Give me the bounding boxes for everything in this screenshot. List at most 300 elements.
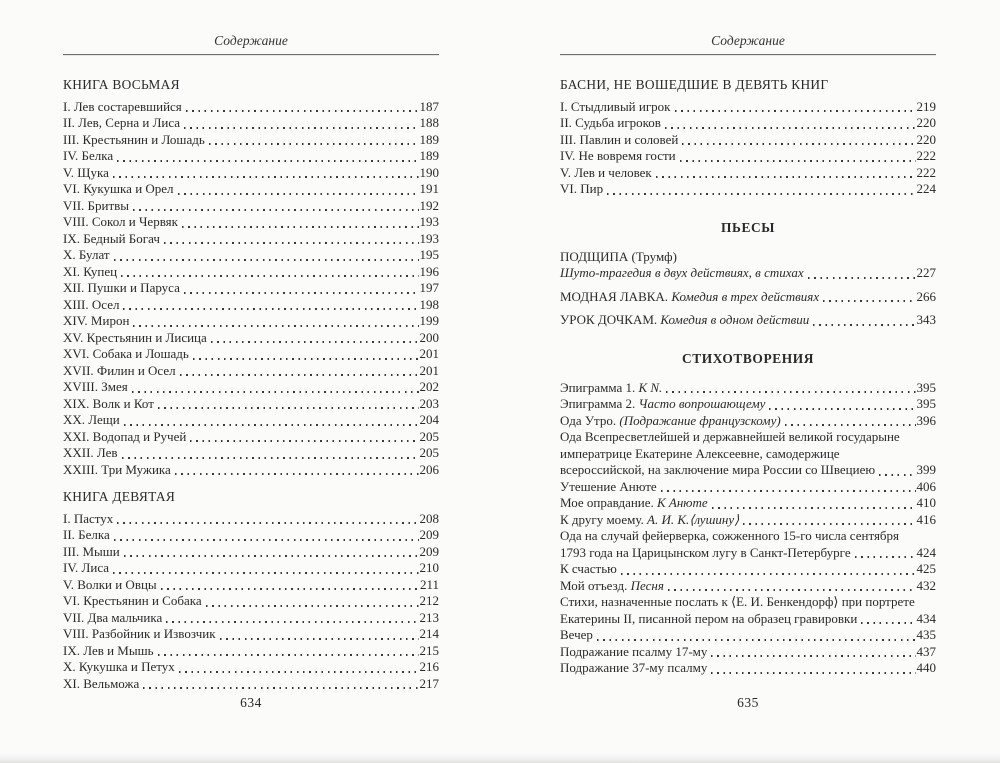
toc-entry: [560, 479, 936, 496]
entry-title: Утешение Анюте: [560, 478, 657, 494]
entry-page-number: 435: [916, 627, 936, 642]
entry-title: IX. Бедный Богач: [63, 230, 160, 246]
page-bottom-edge: [0, 753, 1000, 763]
entry-page-number: 395: [916, 396, 936, 411]
entry-page-number: 189: [419, 148, 439, 163]
toc-entry-line: [63, 462, 439, 479]
entry-page-number: 202: [419, 379, 439, 394]
toc-entry: [63, 181, 439, 198]
toc-entry-line: [63, 527, 439, 544]
toc-entry: [63, 429, 439, 446]
entry-title: III. Крестьянин и Лошадь: [63, 131, 205, 147]
entry-page-number: 190: [419, 164, 439, 180]
dot-leader: [220, 638, 419, 640]
entry-page-number: 204: [419, 412, 439, 427]
dot-leader: [193, 358, 419, 360]
toc-entry: [560, 249, 936, 282]
entry-page-number: 220: [916, 131, 936, 147]
entry-page-number: 197: [419, 280, 439, 295]
entry-page-number: 217: [419, 675, 439, 691]
toc-entry-line: [560, 396, 936, 413]
dot-leader: [607, 193, 915, 195]
entry-title: IX. Лев и Мышь: [63, 642, 154, 658]
toc-entry: [560, 561, 936, 578]
entry-page-number: 219: [916, 98, 936, 114]
entry-page-number: 195: [419, 247, 439, 262]
toc-entry: [560, 429, 936, 479]
entry-title: VII. Бритвы: [63, 197, 130, 213]
dot-leader: [206, 605, 419, 607]
entry-page-number: 193: [419, 214, 439, 229]
toc-entry: [560, 528, 936, 561]
toc-entry-line: [560, 249, 936, 266]
entry-title: XV. Крестьянин и Лисица: [63, 329, 207, 345]
entry-page-number: 434: [916, 610, 936, 626]
toc-entry: [63, 643, 439, 660]
entry-title: XVI. Собака и Лошадь: [63, 346, 189, 361]
toc-entry: [63, 198, 439, 215]
dot-leader: [113, 572, 418, 574]
toc-entry-line: [63, 115, 439, 132]
entry-title: X. Кукушка и Петух: [63, 659, 175, 674]
entry-page-number: 198: [419, 296, 439, 312]
toc-entry: [63, 396, 439, 413]
toc-entry: [63, 462, 439, 479]
toc-entry: [560, 132, 936, 149]
entry-title: Подражание псалму 17-му: [560, 643, 708, 659]
toc-entry: [63, 560, 439, 577]
entry-page-number: 220: [916, 115, 936, 130]
toc-entry-line: [63, 297, 439, 314]
dot-leader: [666, 391, 915, 393]
entry-page-number: 222: [916, 148, 936, 163]
toc-entry: [63, 676, 439, 693]
entry-title: всероссийской, на заключение мира России со Швециею: [560, 462, 876, 477]
dot-leader: [114, 539, 419, 541]
dot-leader: [861, 622, 915, 624]
toc-entry-line: [63, 544, 439, 561]
toc-entry-line: [560, 380, 936, 397]
toc-entry: [63, 132, 439, 149]
toc-entry-line: [63, 231, 439, 248]
page-number: 635: [737, 695, 759, 710]
entry-title: XII. Пушки и Паруса: [63, 280, 180, 295]
entry-page-number: 201: [419, 346, 439, 361]
running-header: Содержание: [711, 33, 785, 48]
entry-title: XIX. Волк и Кот: [63, 395, 154, 411]
toc-entry: [560, 578, 936, 595]
entry-page-number: 410: [916, 495, 936, 510]
entry-title: ПОДЩИПА (Трумф): [560, 248, 677, 264]
entry-page-number: 203: [419, 395, 439, 411]
toc-entry-line: [63, 412, 439, 429]
dot-leader: [879, 474, 915, 476]
entry-title: Ода на случай фейерверка, сожженного 15-го числа сентября: [560, 528, 900, 543]
entry-page-number: 206: [419, 461, 439, 477]
dot-leader: [133, 325, 418, 327]
toc-entry: [560, 312, 936, 329]
entry-title: III. Мыши: [63, 543, 120, 559]
toc-entry-line: [560, 479, 936, 496]
toc-entry-line: [560, 495, 936, 512]
entry-page-number: 396: [916, 412, 936, 428]
dot-leader: [158, 654, 419, 656]
toc-entry: [560, 660, 936, 677]
dot-leader: [665, 127, 916, 129]
toc-entry-line: [63, 593, 439, 610]
toc-entry: [63, 115, 439, 132]
toc-entry-line: [560, 165, 936, 182]
toc-entry-line: [63, 577, 439, 594]
entry-page-number: 211: [419, 576, 439, 592]
entry-title: XXI. Водопад и Ручей: [63, 428, 187, 444]
toc-entry: [63, 544, 439, 561]
toc-entry-line: [63, 445, 439, 462]
dot-leader: [124, 555, 419, 557]
entry-page-number: 192: [419, 197, 439, 213]
toc-entry-line: [560, 611, 936, 628]
toc-entry-line: [63, 280, 439, 297]
entry-title: XVIII. Змея: [63, 379, 128, 394]
entry-page-number: 399: [916, 462, 936, 477]
dot-leader: [117, 522, 418, 524]
toc-entry-line: [63, 346, 439, 363]
toc-entry: [63, 445, 439, 462]
toc-entry: [560, 181, 936, 198]
page-number: 634: [240, 695, 262, 710]
toc-entry-line: [63, 198, 439, 215]
entry-page-number: 224: [916, 181, 936, 196]
entry-page-number: 208: [419, 510, 439, 526]
entry-title: II. Белка: [63, 527, 110, 542]
header-rule: [63, 54, 439, 55]
toc-entry: [560, 512, 936, 529]
entry-page-number: 425: [916, 561, 936, 576]
entry-title: XIII. Осел: [63, 296, 120, 312]
toc-entry-line: [560, 413, 936, 430]
toc-entry-line: [560, 528, 936, 545]
dot-leader: [123, 308, 418, 310]
toc-entry-line: [63, 610, 439, 627]
toc-entry: [63, 148, 439, 165]
dot-leader: [186, 110, 419, 112]
dot-leader: [712, 507, 916, 509]
dot-leader: [121, 275, 418, 277]
toc-entry: [63, 214, 439, 231]
entry-page-number: 210: [419, 560, 439, 575]
toc-entry: [63, 297, 439, 314]
entry-title: II. Лев, Серна и Лиса: [63, 115, 181, 130]
dot-leader: [190, 440, 418, 442]
entry-title: IV. Белка: [63, 148, 114, 163]
dot-leader: [161, 588, 419, 590]
dot-leader: [675, 110, 916, 112]
entry-title: Ода Всепресветлейшей и державнейшей великой государыне: [560, 429, 900, 444]
toc-entry: [63, 280, 439, 297]
entry-page-number: 416: [916, 511, 936, 527]
dot-leader: [122, 457, 419, 459]
toc-page-right: [560, 33, 936, 711]
dot-leader: [668, 589, 916, 591]
entry-title: Ода Утро. (Подражание французскому): [560, 412, 781, 428]
toc-entry-line: [63, 363, 439, 380]
entry-page-number: 199: [419, 313, 439, 328]
entry-page-number: 205: [419, 428, 439, 444]
toc-entry: [560, 644, 936, 661]
entry-title: I. Стыдливый игрок: [560, 98, 671, 114]
entry-title: IV. Не вовремя гости: [560, 148, 676, 163]
toc-entry: [63, 577, 439, 594]
section-heading: СТИХОТВОРЕНИЯ: [681, 350, 815, 366]
entry-page-number: 200: [419, 329, 439, 345]
dot-leader: [711, 672, 915, 674]
toc-entry-line: [63, 132, 439, 149]
toc-entry: [63, 330, 439, 347]
toc-blocks: [560, 77, 936, 677]
entry-title: VII. Два мальчика: [63, 609, 163, 625]
section-heading: КНИГА ВОСЬМАЯ: [63, 77, 180, 92]
entry-title: III. Павлин и соловей: [560, 131, 679, 147]
toc-entry-line: [560, 446, 936, 463]
dot-leader: [132, 391, 419, 393]
entry-title: IV. Лиса: [63, 560, 110, 575]
entry-page-number: 205: [419, 445, 439, 460]
toc-entry-line: [63, 99, 439, 116]
toc-entry: [560, 594, 936, 627]
toc-entry: [63, 379, 439, 396]
toc-entry-line: [560, 594, 936, 611]
dot-leader: [184, 292, 419, 294]
toc-entry-line: [63, 626, 439, 643]
entry-title: XVII. Филин и Осел: [63, 362, 176, 378]
toc-entry: [63, 527, 439, 544]
entry-title: I. Лев состаревшийся: [63, 98, 182, 114]
dot-leader: [682, 143, 915, 145]
dot-leader: [621, 573, 916, 575]
entry-title: V. Щука: [63, 164, 109, 180]
dot-leader: [680, 160, 916, 162]
toc-entry: [63, 231, 439, 248]
toc-entry-line: [560, 660, 936, 677]
toc-entry: [560, 627, 936, 644]
entry-page-number: 213: [419, 609, 439, 625]
toc-entry-line: [63, 330, 439, 347]
toc-entry: [63, 610, 439, 627]
entry-title: VI. Кукушка и Орел: [63, 181, 174, 196]
toc-entry: [63, 363, 439, 380]
dot-leader: [711, 655, 915, 657]
toc-entry-line: [560, 148, 936, 165]
dot-leader: [597, 639, 916, 641]
section-heading: БАСНИ, НЕ ВОШЕДШИЕ В ДЕВЯТЬ КНИГ: [560, 77, 829, 92]
page-header: [560, 33, 936, 55]
entry-page-number: 191: [419, 181, 439, 196]
dot-leader: [178, 193, 419, 195]
toc-entry: [560, 495, 936, 512]
toc-blocks: [63, 77, 439, 692]
entry-page-number: 187: [419, 98, 439, 114]
toc-entry-line: [560, 578, 936, 595]
dot-leader: [133, 209, 418, 211]
running-header: Содержание: [214, 33, 288, 48]
entry-title: Мое оправдание. К Анюте: [560, 495, 708, 510]
dot-leader: [180, 374, 419, 376]
dot-leader: [175, 473, 419, 475]
dot-leader: [209, 143, 419, 145]
entry-title: X. Булат: [63, 247, 110, 262]
entry-title: УРОК ДОЧКАМ. Комедия в одном действии: [560, 312, 810, 327]
dot-leader: [164, 242, 419, 244]
entry-page-number: 266: [916, 288, 936, 304]
toc-entry-line: [560, 627, 936, 644]
toc-entry: [63, 165, 439, 182]
dot-leader: [179, 671, 419, 673]
toc-entry-line: [63, 676, 439, 693]
toc-entry-line: [63, 643, 439, 660]
entry-title: Екатерины II, писанной пером на образец гравировки: [560, 610, 858, 626]
toc-entry-line: [560, 561, 936, 578]
entry-page-number: 406: [916, 478, 936, 494]
toc-entry-line: [560, 265, 936, 282]
toc-entry-line: [560, 115, 936, 132]
entry-title: Эпиграмма 2. Часто вопрошающему: [560, 396, 766, 411]
toc-entry: [63, 593, 439, 610]
entry-page-number: 216: [419, 659, 439, 674]
dot-leader: [661, 490, 916, 492]
dot-leader: [158, 407, 419, 409]
toc-entry: [560, 99, 936, 116]
entry-page-number: 209: [419, 527, 439, 542]
dot-leader: [823, 300, 915, 302]
toc-entry-line: [63, 264, 439, 281]
toc-entry-line: [63, 511, 439, 528]
toc-entry: [63, 659, 439, 676]
toc-entry: [560, 380, 936, 397]
section-heading: КНИГА ДЕВЯТАЯ: [63, 489, 176, 504]
entry-page-number: 189: [419, 131, 439, 147]
entry-page-number: 212: [419, 593, 439, 608]
entry-title: Стихи, назначенные послать к ⟨Е. И. Бенкендорф⟩ при портрете: [560, 594, 915, 609]
toc-entry: [63, 264, 439, 281]
dot-leader: [117, 160, 418, 162]
toc-entry: [63, 99, 439, 116]
entry-title: Шуто-трагедия в двух действиях, в стихах: [560, 265, 804, 280]
dot-leader: [124, 424, 419, 426]
entry-page-number: 196: [419, 263, 439, 279]
entry-page-number: 201: [419, 362, 439, 378]
toc-entry-line: [560, 429, 936, 446]
entry-title: императрице Екатерине Алексеевне, самодержице: [560, 445, 840, 461]
toc-entry-line: [63, 379, 439, 396]
entry-title: V. Лев и человек: [560, 164, 652, 180]
dot-leader: [166, 621, 418, 623]
toc-entry: [63, 626, 439, 643]
entry-title: II. Судьба игроков: [560, 115, 661, 130]
toc-entry-line: [560, 132, 936, 149]
entry-title: XI. Вельможа: [63, 675, 140, 691]
toc-entry: [560, 289, 936, 306]
entry-page-number: 432: [916, 577, 936, 593]
entry-page-number: 209: [419, 543, 439, 559]
toc-entry-line: [63, 313, 439, 330]
dot-leader: [211, 341, 419, 343]
page-header: [63, 33, 439, 55]
dot-leader: [143, 687, 418, 689]
entry-title: Мой отъезд. Песня: [560, 577, 664, 593]
dot-leader: [769, 408, 915, 410]
dot-leader: [114, 259, 419, 261]
toc-entry-line: [560, 644, 936, 661]
toc-entry: [560, 148, 936, 165]
entry-title: К другу моему. А. И. К.⟨лушину⟩: [560, 511, 740, 527]
entry-page-number: 222: [916, 164, 936, 180]
toc-entry-line: [63, 214, 439, 231]
toc-entry-line: [63, 429, 439, 446]
entry-title: К счастью: [560, 561, 617, 576]
entry-title: 1793 года на Царицынском лугу в Санкт-Петербурге: [560, 544, 851, 560]
entry-page-number: 437: [916, 643, 936, 659]
toc-entry-line: [560, 512, 936, 529]
toc-entry-line: [63, 165, 439, 182]
dot-leader: [656, 176, 916, 178]
toc-entry: [63, 511, 439, 528]
toc-entry-line: [63, 247, 439, 264]
entry-title: XX. Лещи: [63, 412, 120, 427]
entry-page-number: 188: [419, 115, 439, 130]
entry-title: Эпиграмма 1. К N.: [560, 379, 663, 395]
toc-entry-line: [63, 396, 439, 413]
toc-entry-line: [560, 99, 936, 116]
dot-leader: [182, 226, 419, 228]
dot-leader: [813, 324, 915, 326]
entry-title: XXII. Лев: [63, 445, 118, 460]
entry-page-number: 215: [419, 642, 439, 658]
toc-entry: [63, 412, 439, 429]
entry-title: VI. Крестьянин и Собака: [63, 593, 202, 608]
header-rule: [560, 54, 936, 55]
toc-entry-line: [560, 289, 936, 306]
toc-entry: [560, 396, 936, 413]
entry-title: Вечер: [560, 627, 593, 642]
dot-leader: [855, 556, 916, 558]
toc-entry: [560, 413, 936, 430]
entry-page-number: 343: [916, 312, 936, 327]
entry-page-number: 424: [916, 544, 936, 560]
entry-title: VIII. Разбойник и Извозчик: [63, 626, 216, 641]
toc-entry: [560, 115, 936, 132]
entry-page-number: 214: [419, 626, 439, 641]
entry-page-number: 440: [916, 660, 936, 675]
entry-title: V. Волки и Овцы: [63, 576, 157, 592]
toc-entry-line: [63, 148, 439, 165]
entry-title: I. Пастух: [63, 510, 114, 526]
toc-entry: [63, 313, 439, 330]
toc-entry-line: [560, 181, 936, 198]
entry-title: XIV. Мирон: [63, 313, 130, 328]
dot-leader: [785, 424, 916, 426]
toc-entry-line: [63, 659, 439, 676]
toc-entry: [63, 247, 439, 264]
entry-page-number: 193: [419, 230, 439, 246]
entry-title: МОДНАЯ ЛАВКА. Комедия в трех действиях: [560, 288, 820, 304]
entry-page-number: 395: [916, 379, 936, 395]
toc-entry-line: [560, 545, 936, 562]
toc-entry-line: [560, 312, 936, 329]
entry-title: XI. Купец: [63, 263, 118, 279]
dot-leader: [808, 277, 916, 279]
dot-leader: [113, 176, 419, 178]
toc-entry-line: [63, 560, 439, 577]
